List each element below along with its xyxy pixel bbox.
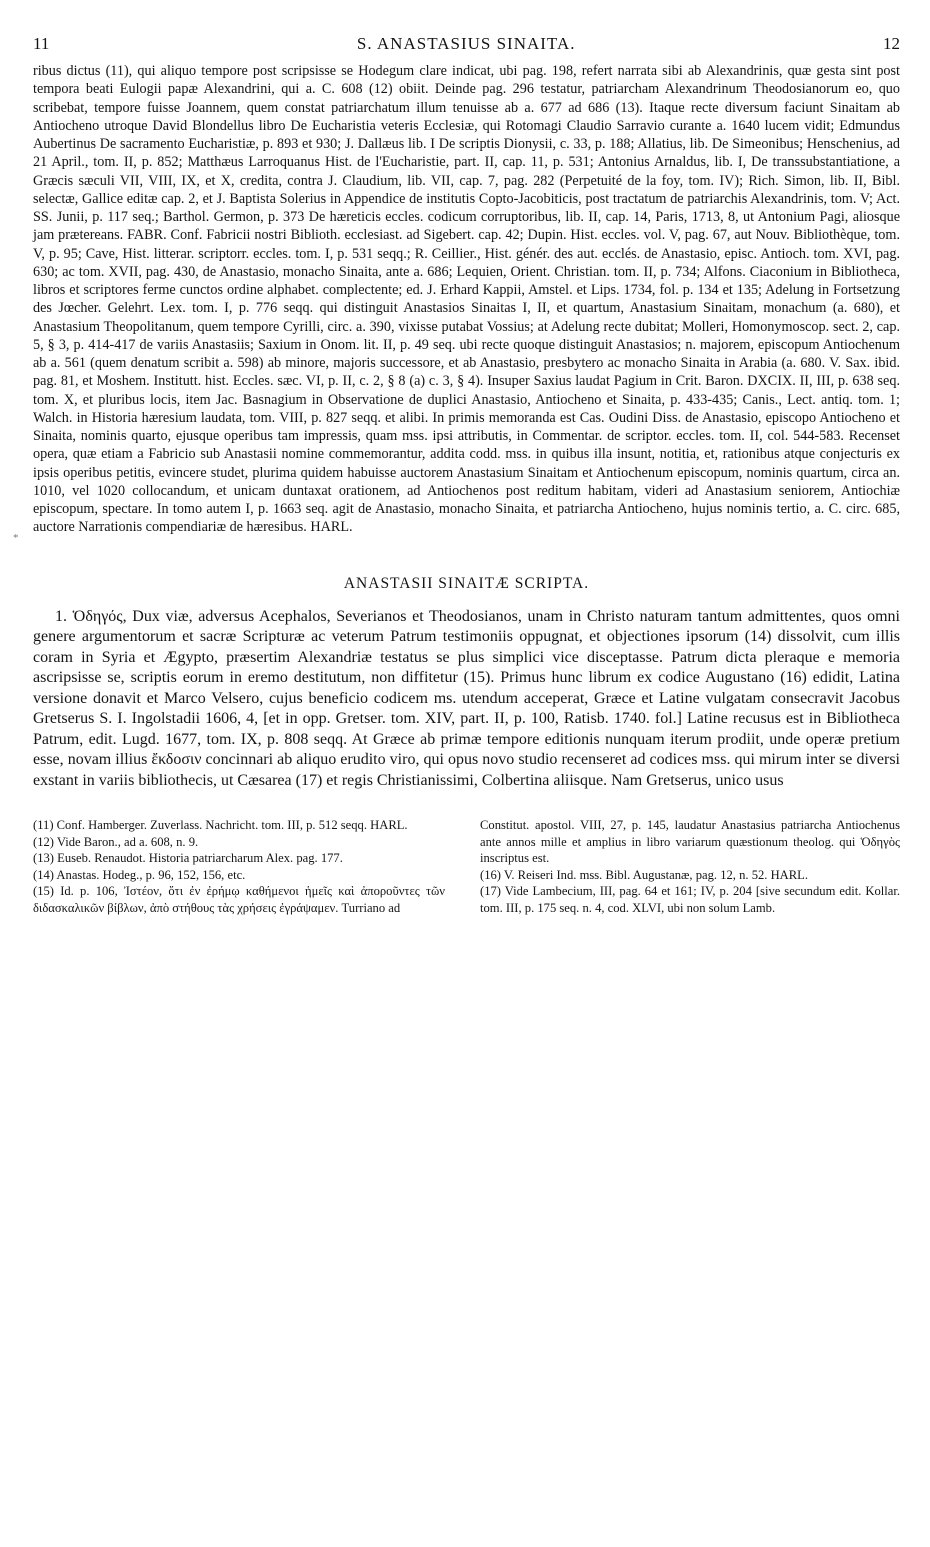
lower-text-block: 1. Ὁδηγός, Dux viæ, adversus Acephalos, Severianos et Theodosianos, unam in Christo naturam tantum admittentes, quos omni genere argumentorum et sacræ Scripturæ ac veterum Patrum testimoniis oppugnat, et objectiones ipsorum (14) dissolvit, cum illis coram in Syria et Ægypto, præsertim Alexandriæ testatus se plus simplici vice disceptasse. Patrum dicta pleraque e memoria ascripsisse se, scriptis eorum in eremo destitutum, non diffitetur (15). Primus hunc librum ex codice Augustano (16) edidit, Latina versione donavit et Marco Velsero, cujus beneficio codicem ms. utendum acceperat, Græce et Latine vulgatam consecravit Jacobus Gretserus S. I. Ingolstadii 1606, 4, [et in opp. Gretser. tom. XIV, part. II, p. 100, Ratisb. 1740. fol.] Latine recusus est in Bibliotheca Patrum, edit. Lugd. 1677, tom. IX, p. 808 seqq. At Græce ab primæ tempore editionis nunquam iterum prodiit, unde operæ pretium esse, novam illius ἔκδοσιν concinnari ab aliquo erudito viro, qui opus novo studio recenseret ad codices mss. qui mirum inter se diversi exstant in variis bibliothecis, ut Cæsarea (17) et regis Christianissimi, Colbertina aliisque. Nam Gretserus, unico usus — [33, 607, 900, 789]
footnote: (17) Vide Lambecium, III, pag. 64 et 161; IV, p. 204 [sive secundum edit. Kollar. tom. III, p. 175 seq. n. 4, cod. XLVI, ubi non solum Lamb. — [480, 884, 900, 915]
margin-mark: * — [13, 532, 19, 544]
right-column-number: 12 — [883, 34, 900, 53]
section-title: ANASTASII SINAITÆ SCRIPTA. — [343, 574, 590, 592]
footnote: (12) Vide Baron., ad a. 608, n. 9. — [33, 834, 199, 849]
running-head — [33, 34, 900, 62]
upper-text-block: ribus dictus (11), qui aliquo tempore post scripsisse se Hodegum clare indicat, ubi pag. 198, refert narrata sibi ab Alexandrinis, quæ gesta sint post tempora beati Eulogii papæ Alexandrini, qui a. C. 608 (12) obiit. Deinde pag. 296 testatur, patriarcham Alexandrinum Theodosianorum eo, quo scribebat, tempore fuisse Joannem, quem constat patriarchatum illum tenuisse ab a. 677 ad 686 (13). Itaque recte diversum faciunt Sinaitam ab Antiocheno utroque David Blondellus libro De Eucharistia veteris Ecclesiæ, qui Rotomagi Claudio Sarravio curante a. 1640 lucem vidit; Edmundus Aubertinus De sacramento Eucharistiæ, p. 893 et 930; J. Dallæus lib. I De scriptis Dionysii, c. 33, p. 188; Allatius, lib. De Simeonibus; Henschenius, ad 21 April., tom. II, p. 852; Matthæus Larroquanus Hist. de l'Eucharistie, part. II, cap. 11, p. 531; Antonius Arnaldus, lib. I, De transsubstantiatione, a Græcis sæculi VII, VIII, IX, et X, credita, contra J. Claudium, lib. VII, cap. 7, pag. 282 (Perpetuité de la foy, tom. IV); Rich. Simon, lib. II, Bibl. selectæ, Gallice editæ cap. 2, et J. Baptista Solerius in Appendice de institutis Copto-Jacobiticis, post tractatum de patriarchis Alexandrinis, tom. V; Act. SS. Junii, p. 117 seq.; Barthol. Germon, p. 373 De hæreticis eccles. codicum corruptoribus, lib. II, cap. 14, Paris, 1713, 8, ut Antonium Pagi, aliosque jam prætereans. FABR. Conf. Fabricii nostri Biblioth. ecclesiast. ad Sigebert. cap. 42; Dupin. Hist. eccles. vol. V, pag. 67, aut Nouv. Bibliothèque, tom. V, p. 95; Cave, Hist. litterar. scriptorr. eccles. tom. I, p. 531 seqq.; R. Ceillier., Hist. génér. des aut. ecclés. de Anastasio, episc. Antioch. tom. XVI, pag. 630; ac tom. XVII, pag. 430, de Anastasio, monacho Sinaita, ante a. 686; Lequien, Orient. Christian. tom. II, p. 734; Alfons. Ciaconium in Bibliotheca, libros et scriptores ferme cunctos ordine alphabet. complectente; ed. J. Erhard Kappii, Amstel. et Lips. 1734, fol. p. 134 et 135; Adelung in Fortsetzung des Jœcher. Gelehrt. Lex. tom. I, p. 776 seqq. qui distinguit Anastasios Sinaitas I, II, et quartum, Anastasium Sinaitam, monachum (a. 680), et Anastasium Theopolitanum, quem tempore Cyrilli, circ. a. 390, vixisse putabat Vossius; at Adelung recte dubitat; Molleri, Homonymoscop. sect. 2, cap. 5, § 3, p. 414-417 de variis Anastasiis; Saxium in Onom. lit. II, p. 49 seq. ubi recte quoque distinguit Anastasios; n. majorem, episcopum Antiochenum ab a. 561 (quem denatum scribit a. 598) ab minore, majoris successore, et ab Anastasio, presbytero ac monacho Sinaita in Arabia (a. 680. V. Sax. ibid. pag. 81, et Moshem. Institutt. hist. Eccles. sæc. VI, p. II, c. 2, § 8 (a) c. 3, § 4). Insuper Saxius laudat Pagium in Crit. Baron. DXCIX. II, III, p. 638 seq. tom. X, et pluribus locis, item Jac. Basnagium in Observatione de duplici Anastasio, Antiocheno et Sinaita, p. 433-435; Canis., Lect. antiq. tom. 1; Walch. in Historia hæresium laudata, tom. VIII, p. 827 seqq. et alibi. In primis memoranda est Cas. Oudini Diss. de Anastasio, episcopo Antiocheno et Sinaita, nominis quarto, ejusque operibus tam impressis, quam mss. ipsi attributis, in Commentar. de scriptor. eccles. tom. II, col. 544-583. Recenset opera, quæ etiam a Fabricio sub Anastasii nomine commemorantur, addita codd. mss. in quibus illa insunt, notitia, et, rationibus atque conjecturis ex ipsis operibus petitis, evincere studet, plurima quidem habuisse auctorem Anastasium Sinaitam et Antiochenum episcopum, nominis quartum, circa an. 1010, vel 1020 collocandum, et unicam duntaxat orationem, ad Antiochenos post reditum habitam, videri ad Anastasium seniorem, Antiochiæ episcopum, spectare. In tomo autem I, p. 1663 seq. agit de Anastasio, monacho Sinaita, et patriarcha Antiocheno, hujus nominis tertio, a. C. circ. 685, auctore Narrationis compendiariæ de hæresibus. HARL. — [33, 63, 900, 536]
footnote: (14) Anastas. Hodeg., p. 96, 152, 156, etc. — [33, 867, 246, 882]
footnote: (16) V. Reiseri Ind. mss. Bibl. Augustanæ, pag. 12, n. 52. HARL. — [480, 867, 809, 882]
footnote: (13) Euseb. Renaudot. Historia patriarcharum Alex. pag. 177. — [33, 851, 343, 865]
footnotes-right-column — [480, 817, 900, 916]
footnotes-left-column — [33, 817, 445, 916]
footnote: (11) Conf. Hamberger. Zuverlass. Nachricht. tom. III, p. 512 seqq. HARL. — [33, 818, 408, 832]
page-title: S. ANASTASIUS SINAITA. — [356, 34, 576, 53]
footnote: (15) Id. p. 106, Ἰστέον, ὅτι ἐν ἐρήμῳ καθήμενοι ἡμεῖς καὶ ἀπορoῦντες τῶν διδασκαλικῶν βίβλων, ἀπὸ στήθους τὰς χρήσεις ἐγράψαμεν. Turriano ad — [33, 884, 445, 915]
footnotes — [33, 817, 900, 916]
left-column-number: 11 — [33, 34, 50, 53]
footnote: Constitut. apostol. VIII, 27, p. 145, laudatur Anastasius patriarcha Antiochenus ante annos mille et amplius in libro variarum quæstionum theolog. qui Ὁδηγὸς inscriptus est. — [480, 818, 900, 865]
